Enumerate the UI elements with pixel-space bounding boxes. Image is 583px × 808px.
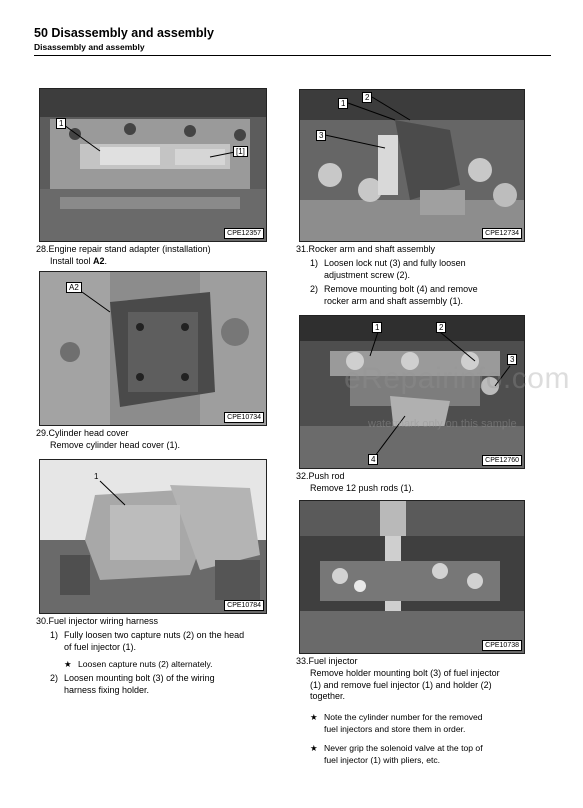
item-line: harness fixing holder. (64, 684, 150, 695)
step-28-instruction (50, 256, 107, 268)
callout-3: 3 (507, 354, 517, 365)
item-line: rocker arm and shaft assembly (1). (324, 295, 464, 306)
step-31-item-1 (310, 258, 466, 281)
instruction-line: together. (310, 691, 346, 701)
photo-rocker-arm-lock-nut (299, 89, 525, 242)
item-line: Loosen lock nut (3) and fully loosen (324, 258, 466, 268)
step-33-note-1 (310, 712, 483, 735)
tool-code: A2 (93, 256, 105, 266)
step-30-item-2 (50, 673, 215, 696)
instruction-line: (1) and remove fuel injector (1) and holder (2) (310, 679, 492, 690)
step-29-heading: 29.Cylinder head cover (36, 428, 129, 438)
callout-a2: A2 (66, 282, 82, 293)
item-line: Loosen mounting bolt (3) of the wiring (64, 673, 215, 683)
callout-1: 1 (338, 98, 348, 109)
instruction-line: Remove holder mounting bolt (3) of fuel injector (310, 668, 500, 678)
item-line: Remove mounting bolt (4) and remove (324, 284, 478, 294)
item-line: of fuel injector (1). (64, 641, 137, 652)
item-line: adjustment screw (2). (324, 269, 411, 280)
step-33-instruction (310, 668, 500, 703)
star-icon: ★ (64, 659, 72, 669)
figure-code: CPE10738 (482, 640, 522, 651)
step-29-instruction: Remove cylinder head cover (1). (50, 440, 181, 450)
figure-code: CPE10784 (224, 600, 264, 611)
note-text: fuel injector (1) with pliers, etc. (324, 754, 441, 765)
item-line: Fully loosen two capture nuts (2) on the head (64, 630, 245, 640)
callout-4: 4 (368, 454, 378, 465)
photo-fuel-injector-removal (299, 500, 525, 654)
watermark-sample: watermark only on this sample (368, 418, 517, 430)
step-32-heading: 32.Push rod (296, 471, 345, 481)
callout-2: 2 (436, 322, 446, 333)
note-text: Note the cylinder number for the removed (324, 712, 483, 722)
photo-cylinder-head-block (39, 88, 267, 242)
note-text: Loosen capture nuts (2) alternately. (78, 659, 213, 669)
item-number: 2) (310, 284, 319, 294)
watermark-site: eRepairinfo.com (344, 362, 570, 395)
step-28-heading: 28.Engine repair stand adapter (installation) (36, 244, 211, 254)
callout-1: 1 (56, 118, 66, 129)
item-number: 1) (50, 630, 59, 640)
step-33-heading: 33.Fuel injector (296, 656, 358, 666)
figure-code: CPE12357 (224, 228, 264, 239)
header-rule (34, 55, 551, 56)
item-number: 2) (50, 673, 59, 683)
callout-1: 1 (372, 322, 382, 333)
photo-cylinder-head-cover (39, 459, 267, 614)
note-text: fuel injectors and store them in order. (324, 723, 466, 734)
step-31-heading: 31.Rocker arm and shaft assembly (296, 244, 436, 254)
page-subtitle: Disassembly and assembly (34, 42, 145, 52)
step-33-note-2 (310, 743, 483, 766)
callout-1: 1 (94, 472, 99, 481)
figure-code: CPE12760 (482, 455, 522, 466)
star-icon: ★ (310, 743, 318, 753)
page-title: 50 Disassembly and assembly (34, 26, 214, 40)
star-icon: ★ (310, 712, 318, 722)
step-30-heading: 30.Fuel injector wiring harness (36, 616, 159, 626)
callout-2: 2 (362, 92, 372, 103)
item-number: 1) (310, 258, 319, 268)
step-28-prefix: Install tool (50, 256, 94, 266)
figure-code: CPE10734 (224, 412, 264, 423)
figure-code: CPE12734 (482, 228, 522, 239)
step-30-item-1 (50, 630, 244, 653)
step-30-note (64, 659, 213, 671)
note-text: Never grip the solenoid valve at the top of (324, 743, 483, 753)
step-32-instruction: Remove 12 push rods (1). (310, 483, 415, 493)
callout-3: 3 (316, 130, 326, 141)
step-28-suffix: . (104, 256, 108, 266)
callout-bracket-1: [1] (233, 146, 248, 157)
step-31-item-2 (310, 284, 478, 307)
photo-repair-stand-adapter (39, 271, 267, 426)
